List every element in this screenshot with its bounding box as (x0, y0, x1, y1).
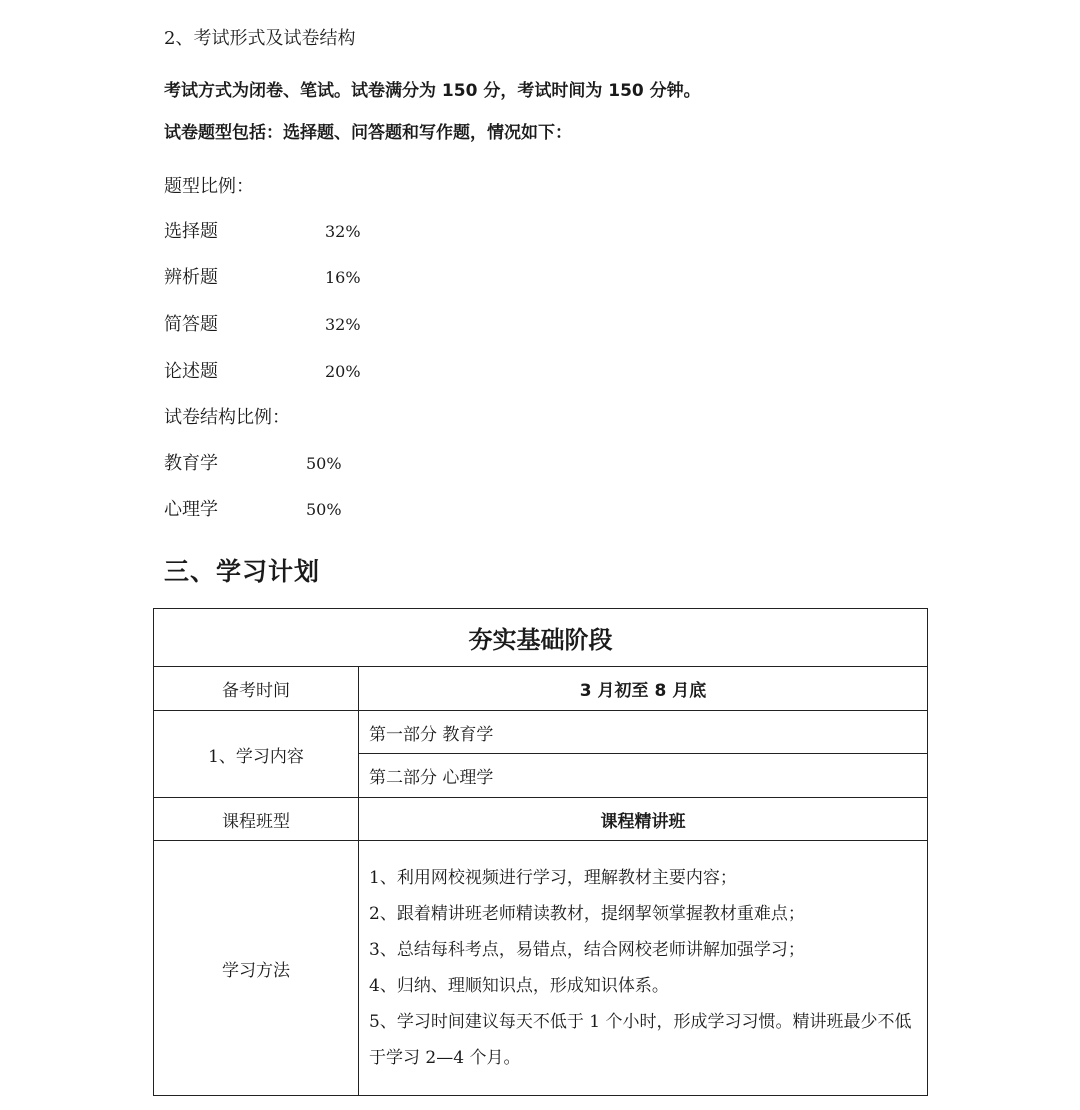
table-title: 夯实基础阶段 (154, 609, 928, 667)
question-type-pct: 20% (325, 362, 361, 381)
structure-pct: 50% (306, 454, 342, 473)
method-item: 1、利用网校视频进行学习，理解教材主要内容； (369, 868, 737, 888)
time-value: 3 月初至 8 月底 (359, 667, 928, 711)
exam-format-line-2: 试卷题型包括：选择题、问答题和写作题，情况如下： (164, 123, 572, 143)
exam-format-heading: 2、考试形式及试卷结构 (164, 28, 356, 49)
study-plan-table (153, 608, 928, 1096)
question-type-name: 辨析题 (164, 267, 218, 288)
question-types-label: 题型比例： (164, 176, 254, 197)
structure-name: 教育学 (164, 453, 218, 474)
method-item: 2、跟着精讲班老师精读教材，提纲挈领掌握教材重难点； (369, 904, 805, 924)
question-type-pct: 32% (325, 315, 361, 334)
content-label: 1、学习内容 (154, 711, 359, 798)
method-item: 4、归纳、理顺知识点，形成知识体系。 (369, 976, 669, 996)
time-label: 备考时间 (154, 667, 359, 711)
question-type-pct: 32% (325, 222, 361, 241)
question-type-pct: 16% (325, 268, 361, 287)
structure-name: 心理学 (164, 499, 218, 520)
content-item: 第二部分 心理学 (359, 754, 928, 798)
method-list (359, 841, 928, 1096)
method-label: 学习方法 (154, 841, 359, 1096)
method-item: 5、学习时间建议每天不低于 1 个小时，形成学习习惯。精讲班最少不低于学习 2—4 个月。 (369, 1012, 912, 1068)
exam-format-line-1: 考试方式为闭卷、笔试。试卷满分为 150 分，考试时间为 150 分钟。 (164, 81, 701, 101)
method-item: 3、总结每科考点，易错点，结合网校老师讲解加强学习； (369, 940, 805, 960)
structure-label: 试卷结构比例： (164, 407, 290, 428)
structure-pct: 50% (306, 500, 342, 519)
question-type-name: 论述题 (164, 361, 218, 382)
section-heading: 三、学习计划 (164, 557, 321, 586)
question-type-name: 简答题 (164, 314, 218, 335)
question-type-name: 选择题 (164, 221, 218, 242)
class-label: 课程班型 (154, 798, 359, 841)
class-value: 课程精讲班 (359, 798, 928, 841)
content-item: 第一部分 教育学 (359, 711, 928, 754)
